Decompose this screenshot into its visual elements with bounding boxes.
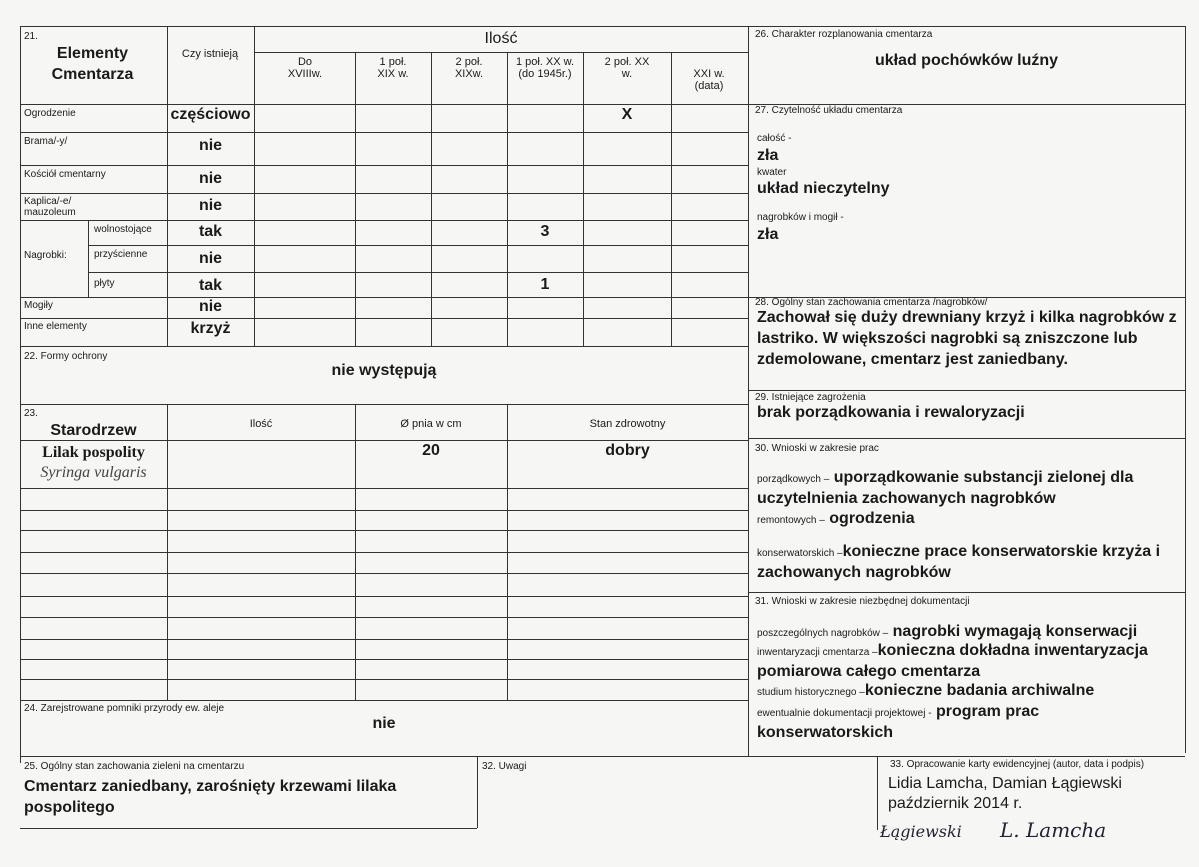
col-line-p6 bbox=[671, 52, 672, 346]
section23-col-diameter: Ø pnia w cm bbox=[400, 418, 462, 430]
section31-history-label: studium historycznego – bbox=[757, 687, 865, 698]
signature-2: L. Lamcha bbox=[1000, 818, 1107, 842]
section31-detail-value: nagrobki wymagają konserwacji bbox=[892, 623, 1138, 640]
section27-quarters-value: układ nieczytelny bbox=[757, 180, 890, 197]
s23-row-5 bbox=[20, 573, 748, 574]
section33-label: 33. Opracowanie karty ewidencyjnej (autor, data i podpis) bbox=[890, 759, 1145, 770]
section25-value: Cmentarz zaniedbany, zarośnięty krzewami lilaka pospolitego bbox=[24, 778, 397, 816]
section27-whole-label: całość - bbox=[757, 133, 792, 144]
row-line-s23-top bbox=[20, 404, 748, 405]
period-header-1: Do XVIIIw. bbox=[287, 56, 323, 80]
s23-row-6 bbox=[20, 596, 748, 597]
section31-detail-label: poszczególnych nagrobków – bbox=[757, 628, 889, 639]
row-line-7 bbox=[88, 272, 748, 273]
row-mark-fence: X bbox=[621, 106, 633, 123]
tree-diameter: 20 bbox=[422, 442, 440, 459]
section24-value: nie bbox=[372, 715, 396, 732]
section32-label: 32. Uwagi bbox=[482, 761, 527, 772]
elements-header: Elementy Cmentarza bbox=[51, 45, 134, 83]
col-line-p5 bbox=[583, 52, 584, 346]
section31-history bbox=[757, 680, 1177, 701]
col-line-p2 bbox=[355, 52, 356, 346]
section21-number: 21. bbox=[24, 31, 38, 42]
right-border bbox=[1185, 26, 1186, 753]
section23-title: Starodrzew bbox=[50, 422, 137, 439]
row-label-fence: Ogrodzenie bbox=[24, 108, 76, 119]
s32-right bbox=[877, 756, 878, 830]
s32-left bbox=[477, 756, 478, 828]
row-exists-graves: nie bbox=[198, 298, 223, 315]
row-line-9 bbox=[20, 318, 748, 319]
row-label-other: Inne elementy bbox=[24, 321, 87, 332]
period-header-6: XXI w. (data) bbox=[693, 68, 725, 92]
row-exists-fence: częściowo bbox=[170, 106, 251, 123]
row-line-10 bbox=[20, 346, 748, 347]
row-label-chapel: Kaplica/-e/ mauzoleum bbox=[24, 196, 76, 218]
section30-cleanup-value: uporządkowanie substancji zielonej dla uczytelnienia zachowanych nagrobków bbox=[757, 469, 1134, 507]
row-exists-freestanding: tak bbox=[198, 223, 223, 240]
row-line-6 bbox=[88, 245, 748, 246]
row-exists-church: nie bbox=[198, 170, 223, 187]
section22-label: 22. Formy ochrony bbox=[24, 351, 108, 362]
s23-row-2 bbox=[20, 510, 748, 511]
bottom-border bbox=[20, 828, 477, 829]
middle-divider bbox=[748, 26, 749, 756]
exists-header: Czy istnieją bbox=[181, 48, 239, 60]
row-label-church: Kościół cmentarny bbox=[24, 169, 106, 180]
section25-label: 25. Ogólny stan zachowania zieleni na cmentarzu bbox=[24, 761, 245, 772]
tree-name: Lilak pospolity bbox=[42, 444, 145, 461]
tree-health: dobry bbox=[605, 442, 650, 459]
section30-conservation-value: konieczne prace konserwatorskie krzyża i zachowanych nagrobków bbox=[757, 543, 1161, 581]
tree-latin: Syringa vulgaris bbox=[40, 464, 147, 481]
row-line-ilosc bbox=[254, 52, 748, 53]
section30-repair-label: remontowych – bbox=[757, 515, 825, 526]
row-exists-slabs: tak bbox=[198, 277, 223, 294]
section31-inventory-label: inwentaryzacji cmentarza – bbox=[757, 647, 878, 658]
r-line-29 bbox=[748, 390, 1185, 391]
section27-label: 27. Czytelność układu cmentarza bbox=[755, 105, 903, 116]
col-line-gravestone-sub bbox=[88, 220, 89, 297]
top-border-left bbox=[20, 26, 748, 27]
section27-quarters-label: kwater bbox=[757, 167, 787, 178]
section31-inventory-value: konieczna dokładna inwentaryzacja pomiarowa całego cmentarza bbox=[757, 642, 1148, 680]
period-header-2: 1 poł. XIX w. bbox=[377, 56, 409, 80]
row-mark-slabs: 1 bbox=[540, 276, 550, 293]
s23-row-1 bbox=[20, 488, 748, 489]
quantity-header: Ilość bbox=[484, 30, 518, 47]
row-mark-freestanding: 3 bbox=[540, 223, 550, 240]
section31-project bbox=[757, 701, 1177, 743]
row-line-2 bbox=[20, 132, 748, 133]
section26-value: układ pochówków luźny bbox=[874, 52, 1059, 69]
section31-inventory bbox=[757, 640, 1177, 682]
section31-project-label: ewentualnie dokumentacji projektowej - bbox=[757, 708, 932, 719]
col-line-p3 bbox=[431, 52, 432, 346]
period-header-3: 2 poł. XIXw. bbox=[454, 56, 484, 80]
row-label-graves: Mogiły bbox=[24, 300, 53, 311]
section29-label: 29. Istniejące zagrożenia bbox=[755, 392, 866, 403]
row-line-8 bbox=[20, 297, 748, 298]
section30-conservation bbox=[757, 541, 1177, 583]
section30-repair-value: ogrodzenia bbox=[829, 510, 915, 527]
section23-col-health: Stan zdrowotny bbox=[589, 418, 666, 430]
gravestones-label: Nagrobki: bbox=[24, 250, 67, 261]
row-exists-other: krzyż bbox=[190, 320, 231, 337]
section30-cleanup-label: porządkowych – bbox=[757, 474, 830, 485]
s23-row-4 bbox=[20, 552, 748, 553]
r-line-30 bbox=[748, 438, 1185, 439]
s23-row-10 bbox=[20, 679, 748, 680]
row-line-1 bbox=[20, 104, 748, 105]
section30-repair bbox=[757, 508, 1177, 529]
section30-cleanup bbox=[757, 467, 1177, 509]
row-line-5 bbox=[20, 220, 748, 221]
row-line-4 bbox=[20, 193, 748, 194]
row-label-freestanding: wolnostojące bbox=[94, 224, 152, 235]
row-line-s23-head bbox=[20, 440, 748, 441]
r-line-31 bbox=[748, 592, 1185, 593]
left-border bbox=[20, 26, 21, 763]
section27-graves-label: nagrobków i mogił - bbox=[757, 212, 844, 223]
section28-value: Zachował się duży drewniany krzyż i kilka nagrobków z lastriko. W większości nagrobki są zniszczone lub zdemolowane, cmentarz jest zaniedbany. bbox=[757, 309, 1177, 368]
section29-value: brak porządkowania i rewaloryzacji bbox=[757, 404, 1025, 421]
row-label-wallmounted: przyścienne bbox=[94, 249, 148, 260]
row-exists-gate: nie bbox=[198, 137, 223, 154]
col-line-p4 bbox=[507, 52, 508, 346]
section27-whole-value: zła bbox=[757, 147, 779, 164]
section31-project-value: program prac konserwatorskich bbox=[757, 703, 1040, 741]
section30-label: 30. Wnioski w zakresie prac bbox=[755, 443, 879, 454]
section28-label: 28. Ogólny stan zachowania cmentarza /nagrobków/ bbox=[755, 297, 988, 308]
section30-conservation-label: konserwatorskich – bbox=[757, 548, 843, 559]
s23-bottom bbox=[20, 700, 748, 701]
section23-number: 23. bbox=[24, 408, 38, 419]
row-label-gate: Brama/-y/ bbox=[24, 136, 68, 147]
section27-graves-value: zła bbox=[757, 226, 779, 243]
section31-label: 31. Wnioski w zakresie niezbędnej dokumentacji bbox=[755, 596, 970, 607]
top-border-right bbox=[748, 26, 1185, 27]
s23-row-7 bbox=[20, 617, 748, 618]
s23-row-3 bbox=[20, 530, 748, 531]
row-exists-wallmounted: nie bbox=[198, 250, 223, 267]
s23-row-9 bbox=[20, 659, 748, 660]
section23-col-quantity: Ilość bbox=[249, 418, 273, 430]
row-label-slabs: płyty bbox=[94, 278, 115, 289]
section31-history-value: konieczne badania archiwalne bbox=[864, 682, 1095, 699]
col-line-p1 bbox=[254, 26, 255, 346]
section33-date: październik 2014 r. bbox=[888, 795, 1023, 812]
row-exists-chapel: nie bbox=[198, 197, 223, 214]
period-header-4: 1 poł. XX w. (do 1945r.) bbox=[515, 56, 575, 80]
section31-detail bbox=[757, 621, 1177, 642]
section26-label: 26. Charakter rozplanowania cmentarza bbox=[755, 29, 933, 40]
s23-row-8 bbox=[20, 639, 748, 640]
period-header-5: 2 poł. XX w. bbox=[604, 56, 650, 80]
s25-top bbox=[20, 756, 1185, 757]
row-line-3 bbox=[20, 165, 748, 166]
signature-1: Łągiewski bbox=[880, 822, 962, 841]
section24-label: 24. Zarejstrowane pomniki przyrody ew. aleje bbox=[24, 703, 225, 714]
section22-value: nie występują bbox=[331, 362, 437, 379]
section33-authors: Lidia Lamcha, Damian Łągiewski bbox=[888, 775, 1122, 792]
